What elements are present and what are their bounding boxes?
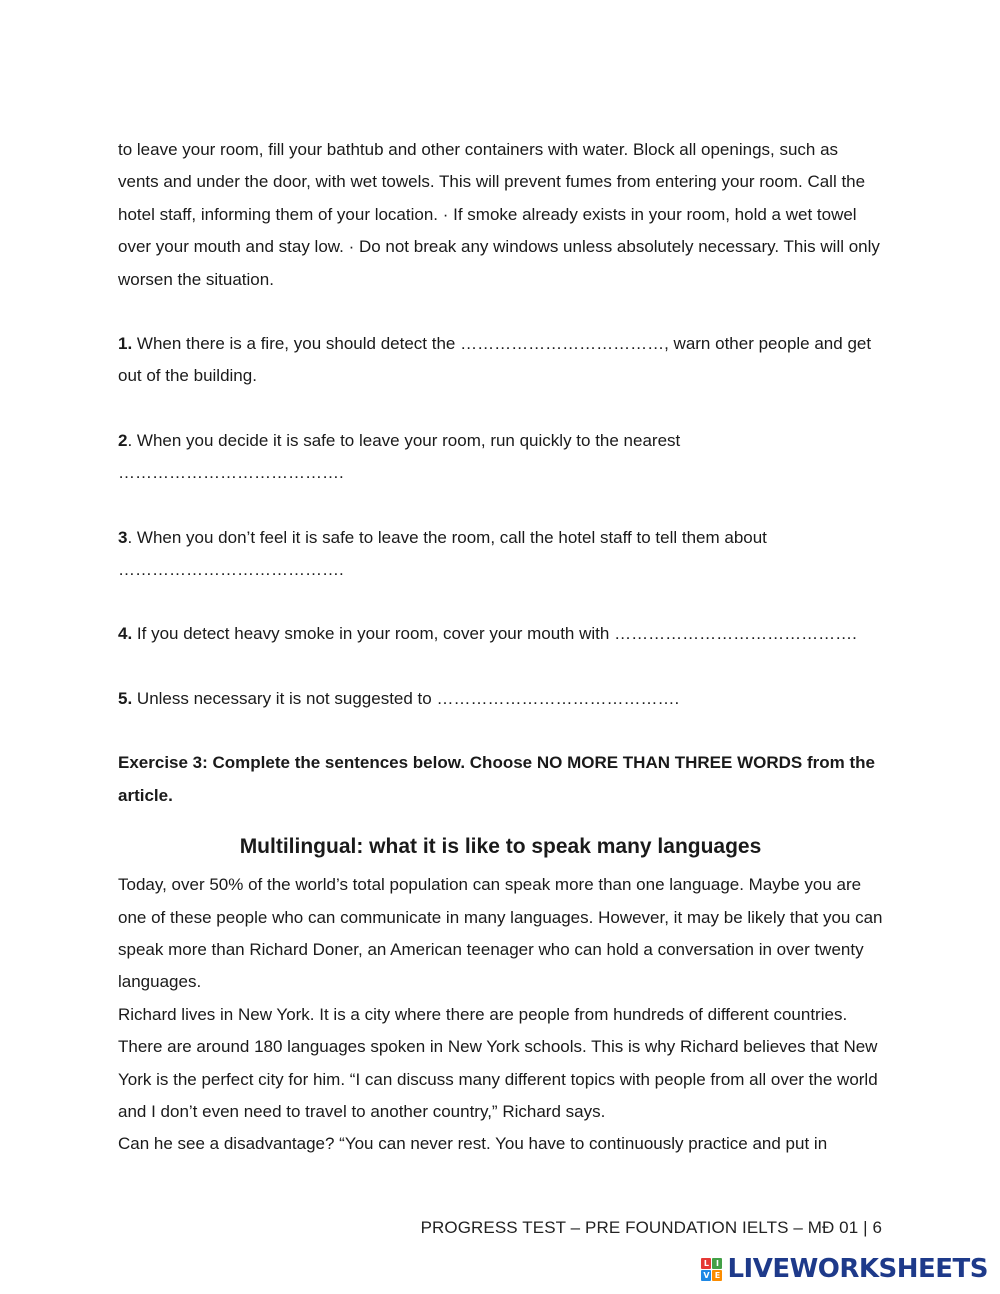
question-number: 2 (118, 430, 128, 450)
question-number: 1. (118, 334, 133, 354)
question-text: . When you decide it is safe to leave your room, run quickly to the nearest …………………………………. (118, 430, 681, 483)
passage-continuation: to leave your room, fill your bathtub and other containers with water. Block all openings, such as vents and under the door, with wet towels. This will prevent fumes from entering your room. Call the hotel staff, informing them of your location. · If smoke already exists in your room, hold a wet towel over your mouth and stay low. · Do not break any windows unless absolutely necessary. This will only worsen the situation. (118, 140, 880, 289)
question-text: Unless necessary it is not suggested to ……………………………………. (132, 688, 680, 708)
question-4 (118, 618, 883, 650)
article-paragraph: Can he see a disadvantage? “You can never rest. You have to continuously practice and put in (118, 1134, 828, 1154)
logo-letter: I (712, 1258, 722, 1269)
question-1 (118, 328, 883, 393)
liveworksheets-wordmark: LIVEWORKSHEETS (727, 1254, 988, 1284)
question-text: If you detect heavy smoke in your room, cover your mouth with ……………………………………. (132, 624, 857, 644)
article-title: Multilingual: what it is like to speak many languages (239, 835, 762, 859)
question-number: 4. (118, 624, 133, 644)
logo-letter: E (712, 1270, 722, 1281)
logo-letter: L (701, 1258, 711, 1269)
logo-letter: V (703, 1270, 710, 1280)
question-2 (118, 425, 883, 490)
article-paragraph: Today, over 50% of the world’s total population can speak more than one language. Maybe you are one of these people who can communicate in many languages. However, it may be likely that you can speak more than Richard Doner, an American teenager who can hold a conversation in over twenty languages. (118, 875, 883, 992)
question-3 (118, 522, 858, 587)
question-number: 5. (118, 688, 133, 708)
page-footer: PROGRESS TEST – PRE FOUNDATION IELTS – MĐ 01 | 6 (420, 1218, 882, 1237)
worksheet-page (118, 134, 883, 1161)
question-number: 3 (118, 527, 128, 547)
exercise-3-instruction: Exercise 3: Complete the sentences below. Choose NO MORE THAN THREE WORDS from the article. (118, 753, 875, 805)
question-text: . When you don’t feel it is safe to leave the room, call the hotel staff to tell them about …………………………………. (118, 527, 767, 580)
question-5 (118, 683, 883, 715)
article-paragraph: Richard lives in New York. It is a city where there are people from hundreds of different countries. There are around 180 languages spoken in New York schools. This is why Richard believes that New York is the perfect city for him. “I can discuss many different topics with people from all over the world and I don’t even need to travel to another country,” Richard says. (118, 1004, 878, 1121)
question-text: When there is a fire, you should detect the ………………………………, warn other people and get out of the building. (118, 334, 872, 386)
liveworksheets-logo-icon (701, 1258, 722, 1281)
liveworksheets-brand[interactable] (701, 1254, 988, 1284)
